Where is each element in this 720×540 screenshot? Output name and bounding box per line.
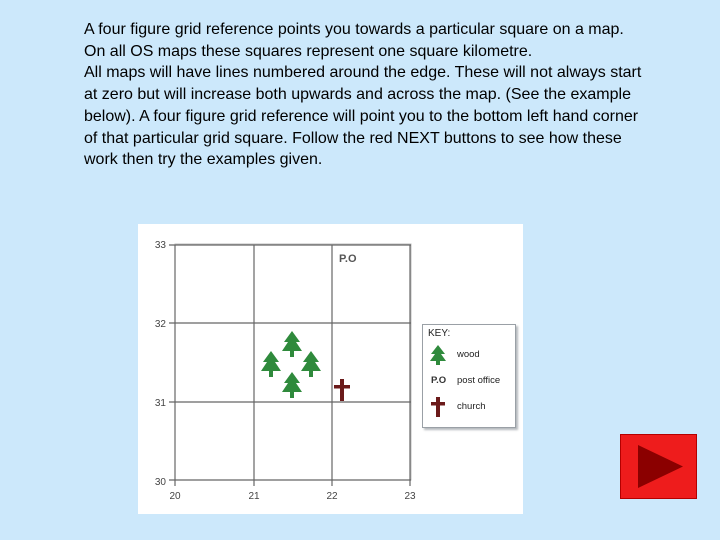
- post-office-key-symbol: P.O: [431, 375, 447, 386]
- key-label-post-office: post office: [457, 375, 501, 386]
- key-item-church: [427, 396, 513, 418]
- map-key: [422, 324, 516, 428]
- play-arrow-icon: [621, 435, 696, 498]
- instructions-text: [84, 19, 644, 171]
- church-cross-icon: [427, 396, 449, 418]
- northing-label-32: 32: [154, 319, 166, 330]
- key-title: KEY:: [428, 328, 451, 339]
- grid-reference-figure: [138, 224, 523, 514]
- easting-label-20: 20: [169, 491, 181, 502]
- key-item-post-office: [427, 370, 513, 392]
- northing-label-30: 30: [154, 477, 166, 488]
- tree-icon: [427, 344, 449, 366]
- northing-label-33: 33: [154, 240, 166, 251]
- easting-label-22: 22: [326, 491, 338, 502]
- northing-label-31: 31: [154, 398, 166, 409]
- post-office-symbol: P.O: [339, 253, 357, 265]
- key-label-wood: wood: [457, 349, 480, 360]
- map-frame: [175, 244, 411, 480]
- instructions-paragraph-1: A four figure grid reference points you towards a particular square on a map. On all OS maps these squares represent one square kilometre.: [84, 21, 624, 60]
- key-label-church: church: [457, 401, 486, 412]
- easting-label-21: 21: [248, 491, 260, 502]
- next-button[interactable]: [620, 434, 697, 499]
- easting-label-23: 23: [404, 491, 416, 502]
- key-item-wood: [427, 344, 513, 366]
- instructions-paragraph-2: All maps will have lines numbered around the edge. These will not always start at zero but will increase both upwards and across the map. (See the example below). A four figure grid reference will point you to the bottom left hand corner of that particular grid square. Follow the red NEXT buttons to see how these work then try the examples given.: [84, 64, 642, 169]
